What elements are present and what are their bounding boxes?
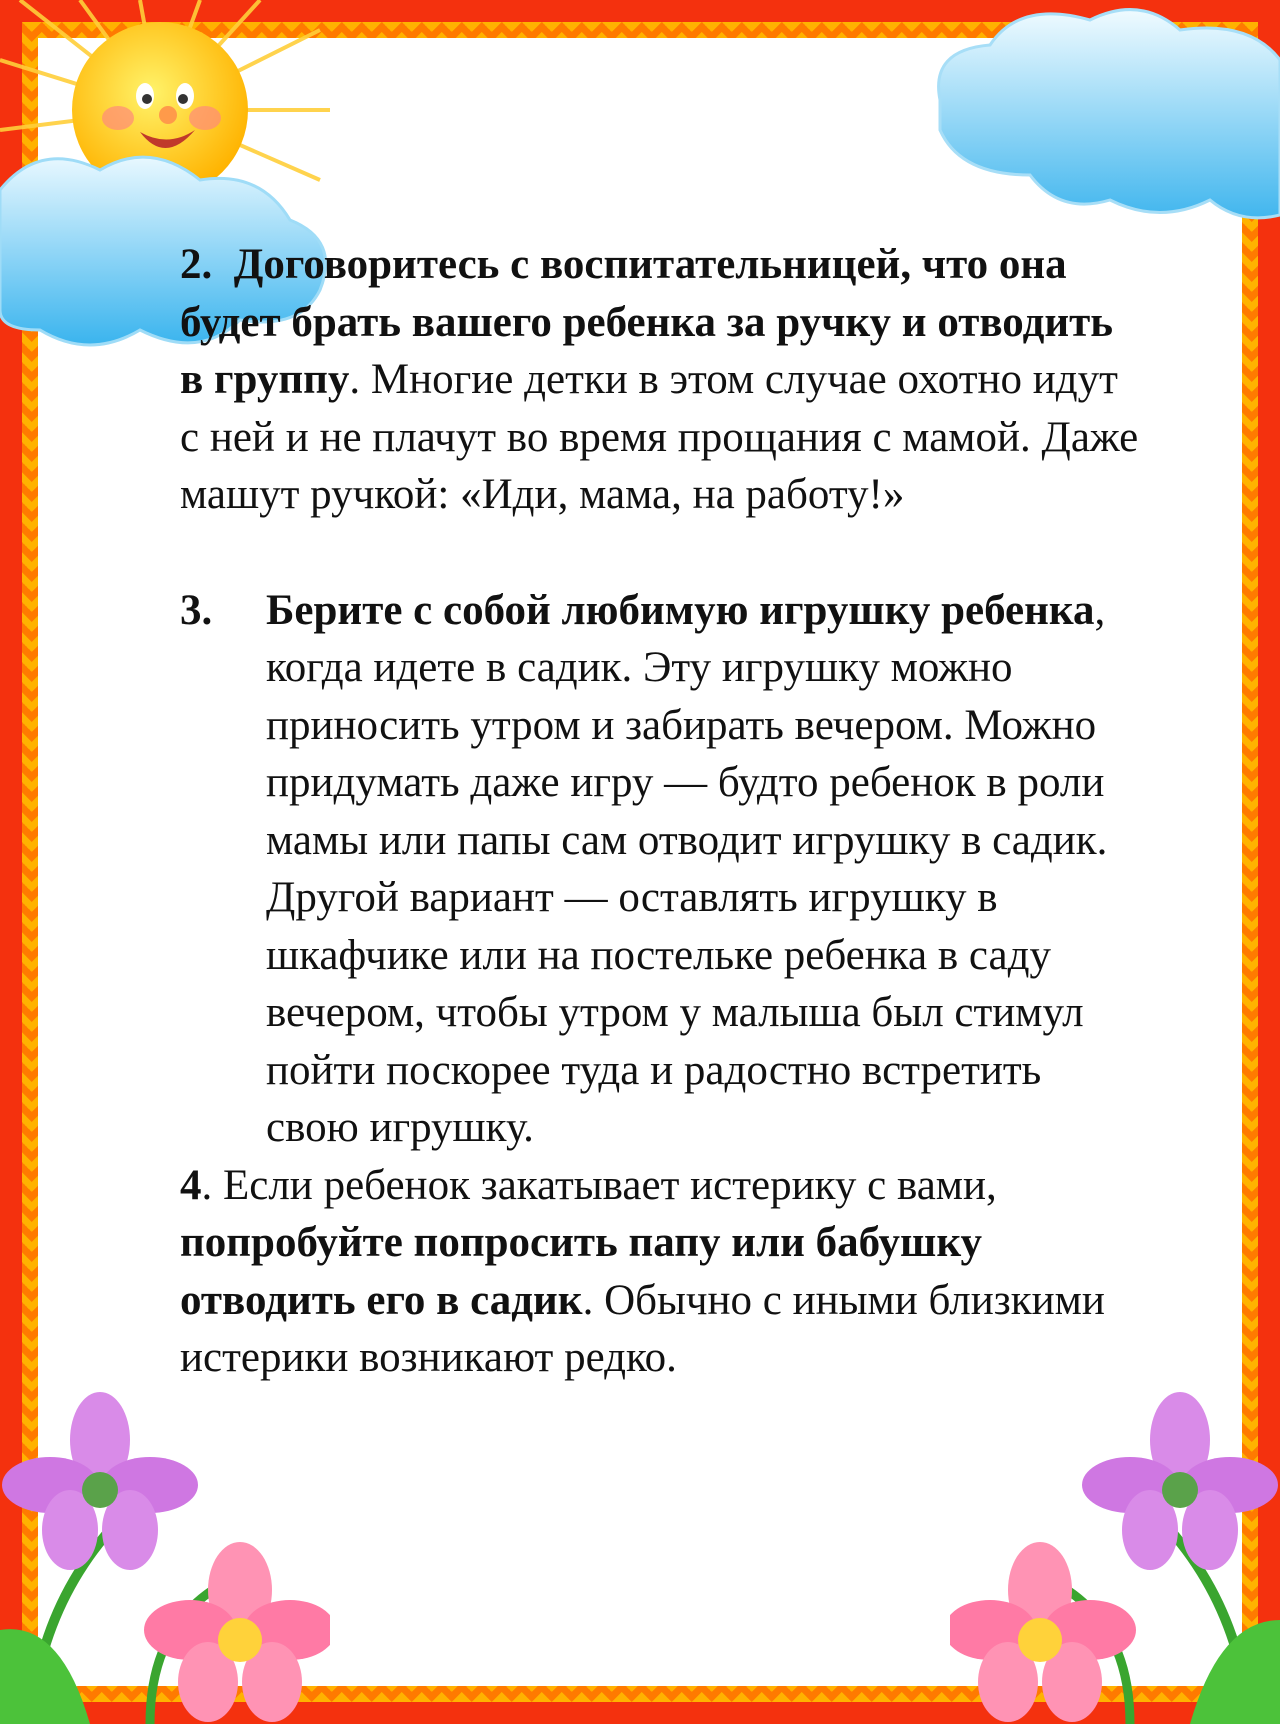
- item-3-bold: Берите с собой любимую игрушку ребенка: [266, 586, 1095, 634]
- item-4-intro: . Если ребенок закатывает истерику с вами,: [201, 1161, 997, 1209]
- item-2-bold: Договоритесь с воспитательницей, что она будет брать вашего ребенка за ручку и отводить в группу: [180, 241, 1113, 403]
- item-4-number: 4: [180, 1161, 202, 1209]
- flower-icon: [950, 1370, 1280, 1724]
- item-3-number: 3.: [180, 586, 213, 634]
- item-4-bold: попробуйте попросить папу или бабушку отводить его в садик: [180, 1219, 982, 1324]
- item-4: [180, 1157, 1140, 1387]
- article-text: [180, 236, 1140, 1387]
- item-4-text: . Обычно с иными близкими истерики возникают редко.: [180, 1276, 1105, 1381]
- spacer: [180, 524, 1140, 582]
- item-2-number: 2.: [180, 241, 213, 288]
- flower-icon: [0, 1370, 330, 1724]
- item-3-body: [266, 582, 1140, 1157]
- item-2: [180, 236, 1140, 524]
- item-2-text: . Многие детки в этом случае охотно идут с ней и не плачут во время прощания с мамой. Даже машут ручкой: «Иди, мама, на работу!»: [180, 356, 1139, 518]
- cloud-icon: [920, 0, 1280, 230]
- item-3-text: , когда идете в садик. Эту игрушку можно приносить утром и забирать вечером. Можно придумать даже игру — будто ребенок в роли мамы или папы сам отводит игрушку в садик. Другой вариант — оставлять игрушку в шкафчике или на постельке ребенка в саду вечером, чтобы утром у малыша был стимул пойти поскорее туда и радостно встретить свою игрушку.: [266, 586, 1108, 1151]
- item-3: [180, 582, 1140, 1157]
